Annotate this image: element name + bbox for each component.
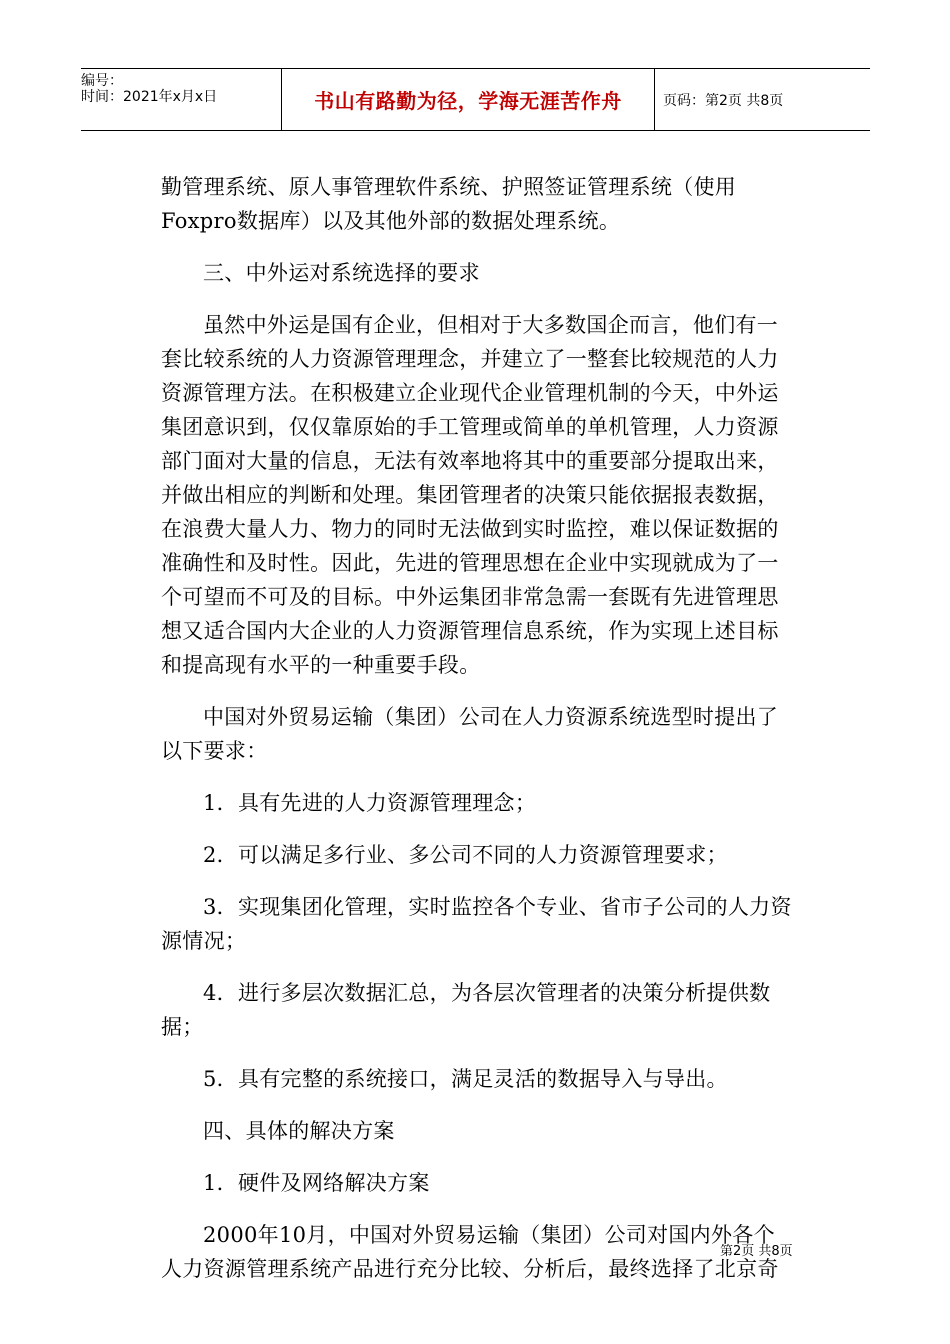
section-heading: 三、中外运对系统选择的要求 (203, 261, 480, 285)
subsection-heading: 1．硬件及网络解决方案 (203, 1171, 430, 1195)
list-item: 4．进行多层次数据汇总，为各层次管理者的决策分析提供数据； (161, 981, 771, 1039)
header-meta (81, 69, 281, 134)
body-paragraph: 2000年10月，中国对外贸易运输（集团）公司对国内外各个人力资源管理系统产品进行充分比较、分析后，最终选择了北京奇 (161, 1223, 779, 1281)
list-item: 2．可以满足多行业、多公司不同的人力资源管理要求； (203, 843, 728, 867)
document-number-label: 编号： (81, 73, 123, 89)
body-paragraph: 勤管理系统、原人事管理软件系统、护照签证管理系统（使用Foxpro数据库）以及其他外部的数据处理系统。 (161, 175, 737, 233)
page-header (81, 68, 870, 131)
header-page-number: 页码：第2页 共8页 (663, 92, 784, 109)
section-heading: 四、具体的解决方案 (203, 1119, 395, 1143)
list-item: 3．实现集团化管理，实时监控各个专业、省市子公司的人力资源情况； (161, 895, 792, 953)
document-time-label: 时间：2021年x月x日 (81, 89, 218, 105)
header-divider (654, 69, 655, 130)
list-item: 5．具有完整的系统接口，满足灵活的数据导入与导出。 (203, 1067, 728, 1091)
body-paragraph: 中国对外贸易运输（集团）公司在人力资源系统选型时提出了以下要求： (161, 705, 779, 763)
document-body (161, 170, 793, 1304)
list-item: 1．具有先进的人力资源管理理念； (203, 791, 537, 815)
header-slogan: 书山有路勤为径，学海无涯苦作舟 (314, 89, 622, 113)
body-paragraph: 虽然中外运是国有企业，但相对于大多数国企而言，他们有一套比较系统的人力资源管理理念，并建立了一整套比较规范的人力资源管理方法。在积极建立企业现代企业管理机制的今天，中外运集团意识到，仅仅靠原始的手工管理或简单的单机管理，人力资源部门面对大量的信息，无法有效率地将其中的重要部分提取出来，并做出相应的判断和处理。集团管理者的决策只能依据报表数据，在浪费大量人力、物力的同时无法做到实时监控，难以保证数据的准确性和及时性。因此，先进的管理思想在企业中实现就成为了一个可望而不可及的目标。中外运集团非常急需一套既有先进管理思想又适合国内大企业的人力资源管理信息系统，作为实现上述目标和提高现有水平的一种重要手段。 (161, 313, 779, 677)
page-footer: 第2页 共8页 (720, 1244, 793, 1259)
